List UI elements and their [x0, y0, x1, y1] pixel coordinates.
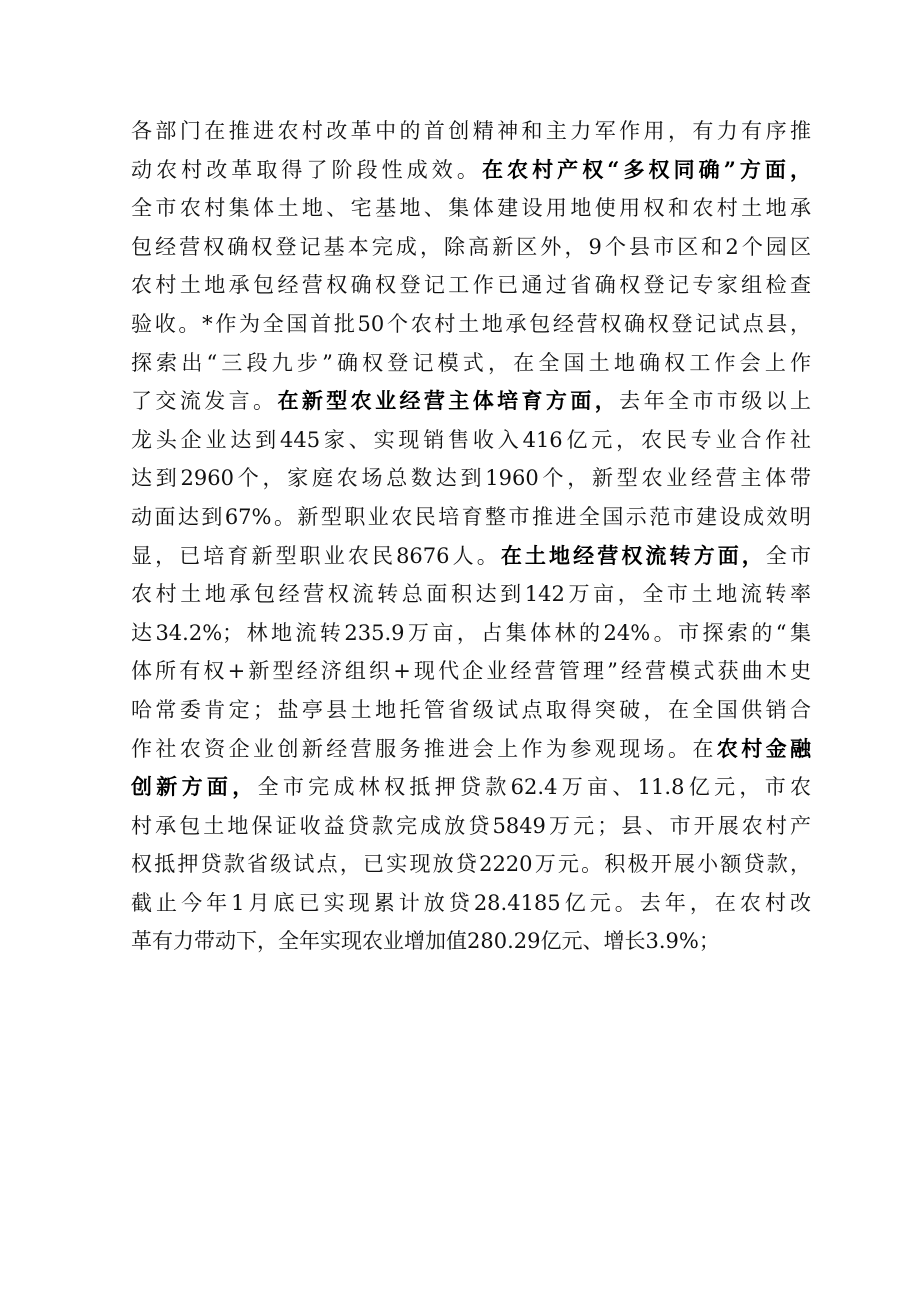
- bold-heading-text: 在新型农业经营主体培育方面，: [277, 388, 620, 414]
- text-line: [131, 807, 811, 846]
- text-line: [131, 266, 811, 305]
- text-line: [131, 845, 811, 884]
- body-text-segment: 村承包土地保证收益贷款完成放贷5849万元；县、市开展农村产: [131, 813, 811, 838]
- body-text-segment: 达到2960个，家庭农场总数达到1960个，新型农业经营主体带: [131, 466, 811, 491]
- body-text-segment: 动农村改革取得了阶段性成效。: [131, 157, 482, 182]
- body-text-segment: 全市完成林权抵押贷款62.4万亩、11.8亿元，市农: [257, 775, 812, 800]
- body-text-segment: 验收。*作为全国首批50个农村土地承包经营权确权登记试点县，: [131, 311, 811, 336]
- body-text-segment: 作社农资企业创新经营服务推进会上作为参观现场。在: [131, 736, 717, 761]
- body-text-segment: 革有力带动下，全年实现农业增加值280.29亿元、增长3.9%；: [131, 929, 720, 954]
- text-line: [131, 498, 811, 537]
- body-text-segment: 了交流发言。: [131, 389, 278, 414]
- text-line: [131, 112, 811, 151]
- body-text-segment: 全市: [765, 543, 812, 568]
- body-text-segment: 显，已培育新型职业农民8676人。: [131, 543, 501, 568]
- body-text-segment: 体所有权+新型经济组织+现代企业经营管理”经营模式获曲木史: [131, 659, 811, 684]
- text-line: [131, 228, 811, 267]
- text-line: [131, 575, 811, 614]
- body-text-segment: 各部门在推进农村改革中的首创精神和主力军作用，有力有序推: [131, 119, 811, 143]
- body-text-segment: 包经营权确权登记基本完成，除高新区外，9个县市区和2个园区: [131, 234, 811, 259]
- body-paragraph: [131, 112, 811, 961]
- body-text-segment: 权抵押贷款省级试点，已实现放贷2220万元。积极开展小额贷款，: [131, 852, 811, 877]
- text-line: [131, 189, 811, 228]
- body-text-segment: 探索出“三段九步”确权登记模式，在全国土地确权工作会上作: [131, 350, 811, 375]
- body-text-segment: 哈常委肯定；盐亭县土地托管省级试点取得突破，在全国供销合: [131, 697, 811, 722]
- body-text-segment: 截止今年1月底已实现累计放贷28.4185亿元。去年，在农村改: [131, 890, 811, 915]
- text-line: [131, 768, 811, 807]
- text-line: [131, 421, 811, 460]
- body-text-segment: 达34.2%；林地流转235.9万亩，占集体林的24%。市探索的“集: [131, 620, 811, 645]
- bold-heading-text: 创新方面，: [131, 774, 258, 800]
- text-line: [131, 691, 811, 730]
- bold-heading-text: 在农村产权“多权同确”方面，: [481, 156, 811, 182]
- bold-heading-text: 在土地经营权流转方面，: [500, 542, 766, 568]
- text-line: [131, 730, 811, 769]
- text-line: [131, 382, 811, 421]
- text-line: [131, 537, 811, 576]
- body-text-segment: 动面达到67%。新型职业农民培育整市推进全国示范市建设成效明: [131, 504, 811, 529]
- body-text-segment: 去年全市市级以上: [619, 389, 812, 414]
- text-line: [131, 614, 811, 653]
- text-line: [131, 922, 811, 961]
- text-line: [131, 459, 811, 498]
- text-line: [131, 344, 811, 383]
- body-text-segment: 龙头企业达到445家、实现销售收入416亿元，农民专业合作社: [131, 427, 811, 452]
- text-line: [131, 151, 811, 190]
- text-line: [131, 305, 811, 344]
- text-line: [131, 884, 811, 923]
- body-text-segment: 农村土地承包经营权流转总面积达到142万亩，全市土地流转率: [131, 582, 811, 607]
- body-text-segment: 全市农村集体土地、宅基地、集体建设用地使用权和农村土地承: [131, 196, 811, 221]
- bold-heading-text: 农村金融: [716, 735, 812, 761]
- text-line: [131, 652, 811, 691]
- body-text-segment: 农村土地承包经营权确权登记工作已通过省确权登记专家组检查: [131, 273, 811, 298]
